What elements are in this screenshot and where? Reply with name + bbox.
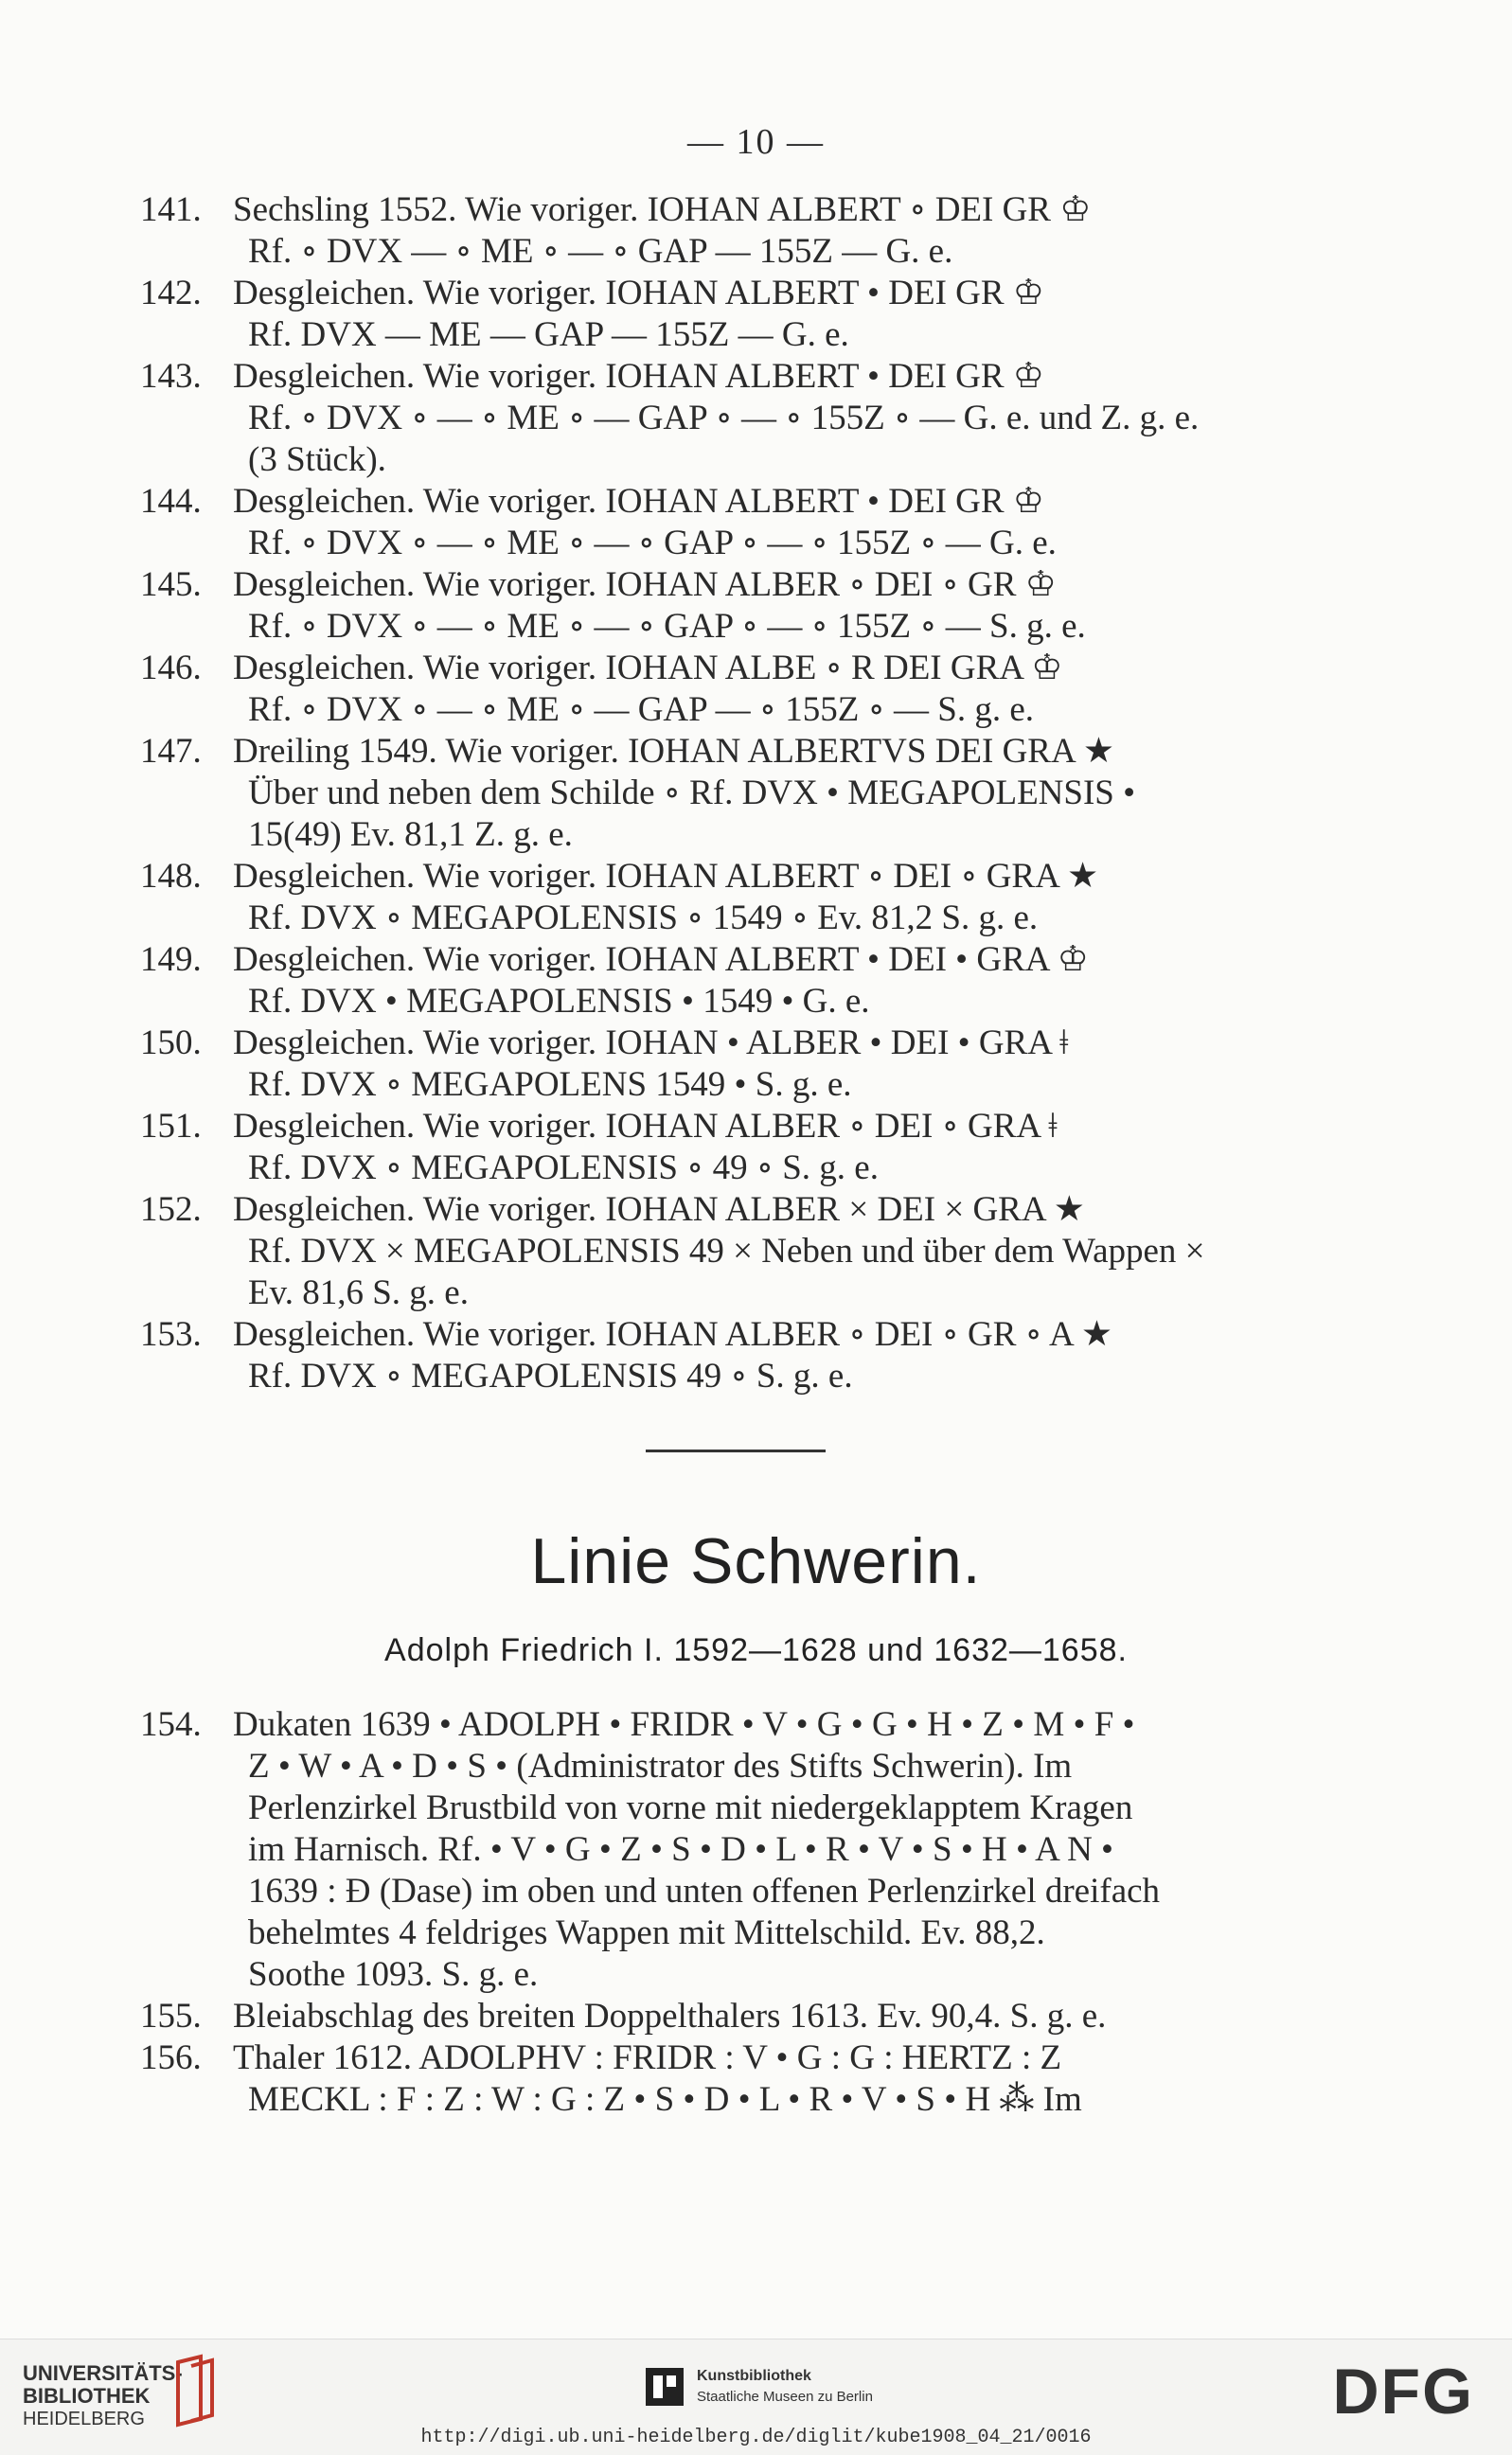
catalog-entry bbox=[140, 856, 1347, 939]
entry-number: 151. bbox=[140, 1107, 202, 1146]
entry-line: Dreiling 1549. Wie voriger. IOHAN ALBERTVS DEI GRA ★ bbox=[233, 732, 1115, 771]
entry-line: im Harnisch. Rf. • V • G • Z • S • D • L • R • V • S • H • A N • bbox=[248, 1830, 1114, 1869]
catalog-entry bbox=[140, 2037, 1347, 2121]
ub-line-3: HEIDELBERG bbox=[23, 2409, 145, 2429]
entry-line: Dukaten 1639 • ADOLPH • FRIDR • V • G • G • H • Z • M • F • bbox=[233, 1705, 1135, 1744]
entry-number: 152. bbox=[140, 1190, 202, 1229]
catalog-entries-bottom bbox=[140, 1704, 1347, 2121]
entry-line: Desgleichen. Wie voriger. IOHAN ALBER ∘ DEI ∘ GRA ǂ bbox=[233, 1107, 1058, 1146]
entry-line: Rf. DVX ∘ MEGAPOLENS 1549 • S. g. e. bbox=[248, 1065, 852, 1104]
entry-number: 142. bbox=[140, 274, 202, 312]
entry-line: Desgleichen. Wie voriger. IOHAN ALBERT • DEI GR ♔ bbox=[233, 357, 1044, 396]
entry-text bbox=[233, 189, 1347, 273]
catalog-entry bbox=[140, 356, 1347, 481]
entry-line: MECKL : F : Z : W : G : Z • S • D • L • R • V • S • H ⁂ Im bbox=[248, 2080, 1082, 2119]
kb-line-2: Staatliche Museen zu Berlin bbox=[697, 2389, 873, 2405]
catalog-entry bbox=[140, 1023, 1347, 1106]
entry-text bbox=[233, 356, 1347, 481]
entry-text bbox=[233, 2037, 1347, 2121]
catalog-entry bbox=[140, 731, 1347, 856]
entry-number: 144. bbox=[140, 482, 202, 521]
entry-number: 153. bbox=[140, 1315, 202, 1354]
entry-line: 1639 : Ð (Dase) im oben und unten offenen Perlenzirkel dreifach bbox=[248, 1872, 1161, 1911]
entry-number: 148. bbox=[140, 857, 202, 896]
entry-text bbox=[233, 731, 1347, 856]
entry-line: Rf. DVX • MEGAPOLENSIS • 1549 • G. e. bbox=[248, 982, 870, 1021]
entry-line: Rf. DVX × MEGAPOLENSIS 49 × Neben und über dem Wappen × bbox=[248, 1232, 1205, 1271]
entry-text bbox=[233, 1106, 1347, 1189]
entry-line: Bleiabschlag des breiten Doppelthalers 1613. Ev. 90,4. S. g. e. bbox=[233, 1997, 1107, 2036]
entry-line: Über und neben dem Schilde ∘ Rf. DVX • MEGAPOLENSIS • bbox=[248, 774, 1136, 812]
entry-number: 155. bbox=[140, 1997, 202, 2036]
entry-line: Desgleichen. Wie voriger. IOHAN ALBER × DEI × GRA ★ bbox=[233, 1190, 1085, 1229]
entry-line: Ev. 81,6 S. g. e. bbox=[248, 1273, 469, 1312]
catalog-entry bbox=[140, 1996, 1347, 2037]
entry-line: Soothe 1093. S. g. e. bbox=[248, 1955, 539, 1994]
entry-line: Rf. ∘ DVX ∘ — ∘ ME ∘ — GAP — ∘ 155Z ∘ — S. g. e. bbox=[248, 690, 1034, 729]
entry-line: behelmtes 4 feldriges Wappen mit Mittelschild. Ev. 88,2. bbox=[248, 1913, 1045, 1952]
entry-number: 141. bbox=[140, 190, 202, 229]
ub-line-1: UNIVERSITÄTS- bbox=[23, 2361, 183, 2385]
entry-number: 149. bbox=[140, 940, 202, 979]
kb-line-1: Kunstbibliothek bbox=[697, 2368, 811, 2384]
entry-number: 154. bbox=[140, 1705, 202, 1744]
entry-line: Rf. DVX ∘ MEGAPOLENSIS ∘ 1549 ∘ Ev. 81,2 S. g. e. bbox=[248, 898, 1039, 937]
entry-line: Desgleichen. Wie voriger. IOHAN • ALBER • DEI • GRA ǂ bbox=[233, 1023, 1069, 1062]
kunstbibliothek-icon bbox=[646, 2368, 684, 2406]
entry-text bbox=[233, 1704, 1347, 1996]
entry-text bbox=[233, 1189, 1347, 1314]
entry-number: 145. bbox=[140, 565, 202, 604]
ub-line-2: BIBLIOTHEK bbox=[23, 2384, 151, 2408]
entry-line: Thaler 1612. ADOLPHV : FRIDR : V • G : G : HERTZ : Z bbox=[233, 2038, 1062, 2077]
entry-line: Rf. DVX ∘ MEGAPOLENSIS 49 ∘ S. g. e. bbox=[248, 1357, 853, 1396]
entry-line: Desgleichen. Wie voriger. IOHAN ALBERT • DEI GR ♔ bbox=[233, 274, 1044, 312]
catalog-entry bbox=[140, 1704, 1347, 1996]
entry-text bbox=[233, 939, 1347, 1023]
entry-line: (3 Stück). bbox=[248, 440, 386, 479]
entry-line: Desgleichen. Wie voriger. IOHAN ALBER ∘ DEI ∘ GR ∘ A ★ bbox=[233, 1315, 1113, 1354]
entry-line: Desgleichen. Wie voriger. IOHAN ALBE ∘ R DEI GRA ♔ bbox=[233, 649, 1063, 687]
entry-text bbox=[233, 481, 1347, 564]
entry-line: Rf. ∘ DVX ∘ — ∘ ME ∘ — GAP ∘ — ∘ 155Z ∘ — G. e. und Z. g. e. bbox=[248, 399, 1200, 437]
permalink-url[interactable]: http://digi.ub.uni-heidelberg.de/diglit/kube1908_04_21/0016 bbox=[420, 2427, 1092, 2448]
ub-emblem-icon bbox=[172, 2353, 218, 2428]
dfg-logo[interactable]: DFG bbox=[1332, 2356, 1474, 2428]
footer-bar bbox=[0, 2339, 1512, 2455]
entry-line: Desgleichen. Wie voriger. IOHAN ALBERT • DEI • GRA ♔ bbox=[233, 940, 1089, 979]
entry-line: Desgleichen. Wie voriger. IOHAN ALBER ∘ DEI ∘ GR ♔ bbox=[233, 565, 1057, 604]
entry-line: Desgleichen. Wie voriger. IOHAN ALBERT • DEI GR ♔ bbox=[233, 482, 1044, 521]
entry-number: 143. bbox=[140, 357, 202, 396]
catalog-entry bbox=[140, 1106, 1347, 1189]
entry-line: Desgleichen. Wie voriger. IOHAN ALBERT ∘ DEI ∘ GRA ★ bbox=[233, 857, 1099, 896]
catalog-entry bbox=[140, 481, 1347, 564]
entry-text bbox=[233, 856, 1347, 939]
catalog-entry bbox=[140, 273, 1347, 356]
catalog-entry bbox=[140, 939, 1347, 1023]
section-heading: Linie Schwerin. bbox=[530, 1525, 982, 1597]
entry-line: Rf. DVX ∘ MEGAPOLENSIS ∘ 49 ∘ S. g. e. bbox=[248, 1148, 879, 1187]
catalog-entries-top bbox=[140, 189, 1347, 1397]
entry-number: 147. bbox=[140, 732, 202, 771]
entry-text bbox=[233, 1996, 1347, 2037]
section-divider bbox=[646, 1450, 826, 1452]
catalog-entry bbox=[140, 564, 1347, 648]
entry-line: Rf. ∘ DVX ∘ — ∘ ME ∘ — ∘ GAP ∘ — ∘ 155Z ∘ — S. g. e. bbox=[248, 607, 1086, 646]
section-subheading: Adolph Friedrich I. 1592—1628 und 1632—1658. bbox=[384, 1632, 1128, 1668]
entry-line: Sechsling 1552. Wie voriger. IOHAN ALBERT ∘ DEI GR ♔ bbox=[233, 190, 1092, 229]
entry-number: 146. bbox=[140, 649, 202, 687]
entry-number: 156. bbox=[140, 2038, 202, 2077]
entry-line: Perlenzirkel Brustbild von vorne mit niedergeklapptem Kragen bbox=[248, 1788, 1133, 1827]
catalog-entry bbox=[140, 1189, 1347, 1314]
university-library-logo[interactable] bbox=[23, 2362, 183, 2430]
entry-line: Rf. DVX — ME — GAP — 155Z — G. e. bbox=[248, 315, 849, 354]
entry-text bbox=[233, 1023, 1347, 1106]
entry-text bbox=[233, 648, 1347, 731]
catalog-entry bbox=[140, 189, 1347, 273]
catalog-entry bbox=[140, 648, 1347, 731]
catalog-entry bbox=[140, 1314, 1347, 1397]
entry-line: Rf. ∘ DVX — ∘ ME ∘ — ∘ GAP — 155Z — G. e. bbox=[248, 232, 953, 271]
entry-number: 150. bbox=[140, 1023, 202, 1062]
entry-text bbox=[233, 564, 1347, 648]
page-number: — 10 — bbox=[687, 122, 825, 162]
entry-line: Z • W • A • D • S • (Administrator des Stifts Schwerin). Im bbox=[248, 1747, 1073, 1786]
entry-text bbox=[233, 1314, 1347, 1397]
entry-text bbox=[233, 273, 1347, 356]
entry-line: 15(49) Ev. 81,1 Z. g. e. bbox=[248, 815, 573, 854]
entry-line: Rf. ∘ DVX ∘ — ∘ ME ∘ — ∘ GAP ∘ — ∘ 155Z ∘ — G. e. bbox=[248, 524, 1057, 562]
